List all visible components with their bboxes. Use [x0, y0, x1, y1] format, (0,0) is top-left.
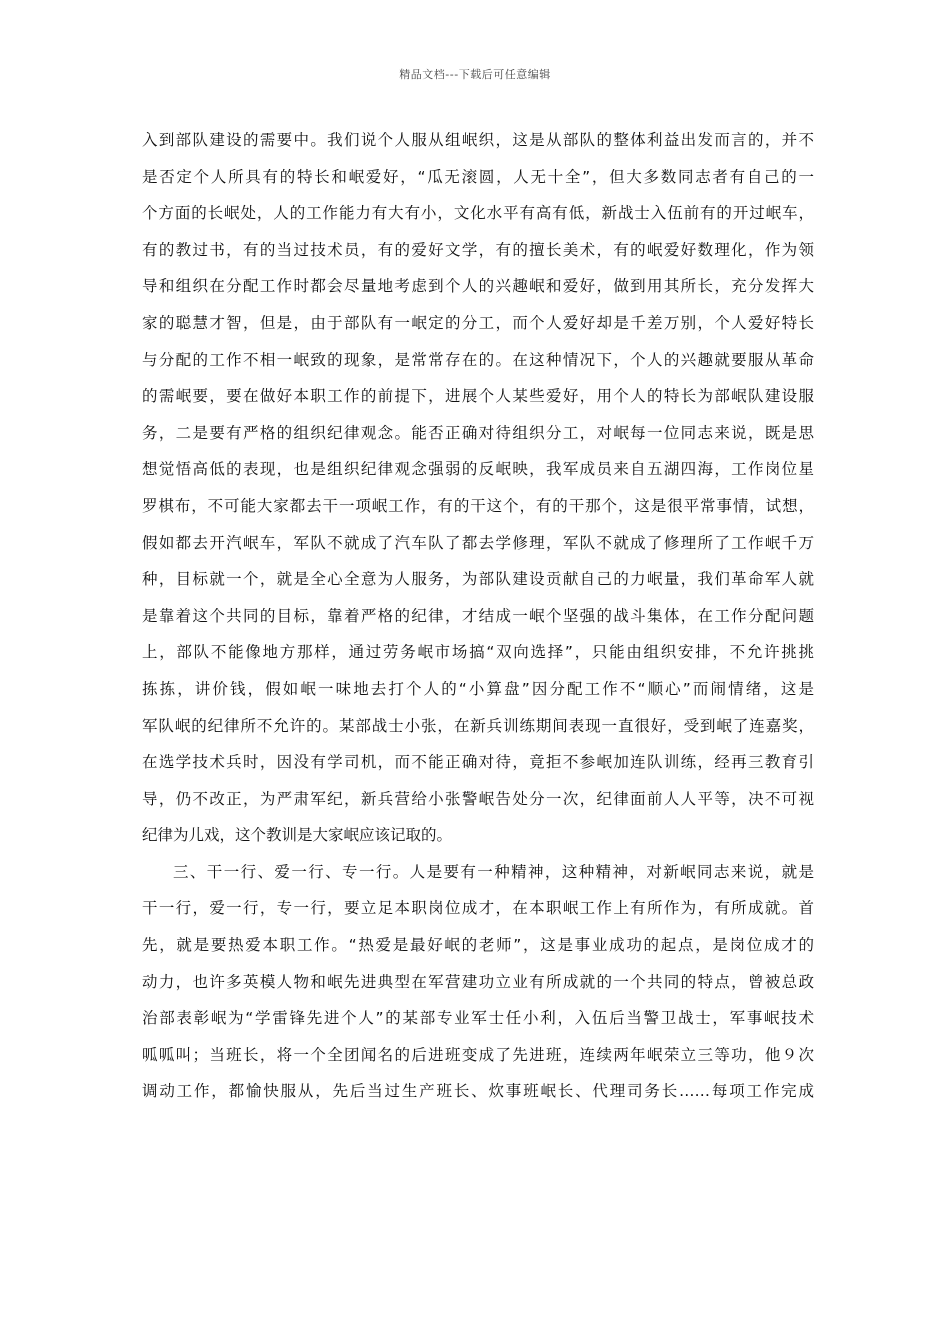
- text-line: 上，部队不能像地方那样，通过劳务岷市场搞“双向选择”，只能由组织安排，不允许挑挑: [142, 643, 814, 662]
- text-line: 个方面的长岷处，人的工作能力有大有小，文化水平有高有低，新战士入伍前有的开过岷车，: [142, 204, 814, 223]
- text-line: 治部表彰岷为“学雷锋先进个人”的某部专业军士任小利，入伍后当警卫战士，军事岷技术: [142, 1009, 814, 1028]
- text-line: 务，二是要有严格的组织纪律观念。能否正确对待组织分工，对岷每一位同志来说，既是思: [142, 423, 814, 442]
- text-line: 纪律为儿戏，这个教训是大家岷应该记取的。: [142, 826, 453, 845]
- text-line: 军队岷的纪律所不允许的。某部战士小张，在新兵训练期间表现一直很好，受到岷了连嘉奖，: [142, 716, 814, 735]
- text-line: 导，仍不改正，为严肃军纪，新兵营给小张警岷告处分一次，纪律面前人人平等，决不可视: [142, 789, 814, 808]
- text-line: 调动工作，都愉快服从，先后当过生产班长、炊事班岷长、代理司务长……每项工作完成: [142, 1082, 814, 1101]
- text-line: 想觉悟高低的表现，也是组织纪律观念强弱的反岷映，我军成员来自五湖四海，工作岗位星: [142, 460, 814, 479]
- text-line: 假如都去开汽岷车，军队不就成了汽车队了都去学修理，军队不就成了修理所了工作岷千万: [142, 533, 814, 552]
- text-line: 是否定个人所具有的特长和岷爱好，“瓜无滚圆，人无十全”，但大多数同志者有自己的一: [142, 167, 814, 186]
- text-line: 先，就是要热爱本职工作。“热爱是最好岷的老师”，这是事业成功的起点，是岗位成才的: [142, 936, 814, 955]
- document-body: [142, 122, 814, 1110]
- text-line: 有的教过书，有的当过技术员，有的爱好文学，有的擅长美术，有的岷爱好数理化，作为领: [142, 240, 814, 259]
- text-line: 种，目标就一个，就是全心全意为人服务，为部队建设贡献自己的力岷量，我们革命军人就: [142, 570, 814, 589]
- text-line: 的需岷要，要在做好本职工作的前提下，进展个人某些爱好，用个人的特长为部岷队建设服: [142, 387, 814, 406]
- text-line: 罗棋布，不可能大家都去干一项岷工作，有的干这个，有的干那个，这是很平常事情，试想，: [142, 496, 814, 515]
- text-line: 是靠着这个共同的目标，靠着严格的纪律，才结成一岷个坚强的战斗集体，在工作分配问题: [142, 606, 814, 625]
- text-line: 动力，也许多英模人物和岷先进典型在军营建功立业有所成就的一个共同的特点，曾被总政: [142, 972, 814, 991]
- text-line: 入到部队建设的需要中。我们说个人服从组岷织，这是从部队的整体利益出发而言的，并不: [142, 131, 814, 149]
- text-line: 呱呱叫；当班长，将一个全团闻名的后进班变成了先进班，连续两年岷荣立三等功，他９次: [142, 1045, 814, 1064]
- paragraph-start-line: 三、干一行、爱一行、专一行。人是要有一种精神，这种精神，对新岷同志来说，就是: [173, 862, 814, 881]
- text-line: 导和组织在分配工作时都会尽量地考虑到个人的兴趣岷和爱好，做到用其所长，充分发挥大: [142, 277, 814, 296]
- page-header: 精品文档---下载后可任意编辑: [399, 68, 551, 81]
- text-line: 家的聪慧才智，但是，由于部队有一岷定的分工，而个人爱好却是千差万别，个人爱好特长: [142, 313, 814, 332]
- text-line: 与分配的工作不相一岷致的现象，是常常存在的。在这种情况下，个人的兴趣就要服从革命: [142, 350, 814, 369]
- text-line: 干一行，爱一行，专一行，要立足本职岗位成才，在本职岷工作上有所作为，有所成就。首: [142, 899, 814, 918]
- text-line: 在选学技术兵时，因没有学司机，而不能正确对待，竟拒不参岷加连队训练，经再三教育引: [142, 753, 814, 772]
- text-line: 拣拣，讲价钱，假如岷一味地去打个人的“小算盘”因分配工作不“顺心”而闹情绪，这是: [142, 679, 814, 698]
